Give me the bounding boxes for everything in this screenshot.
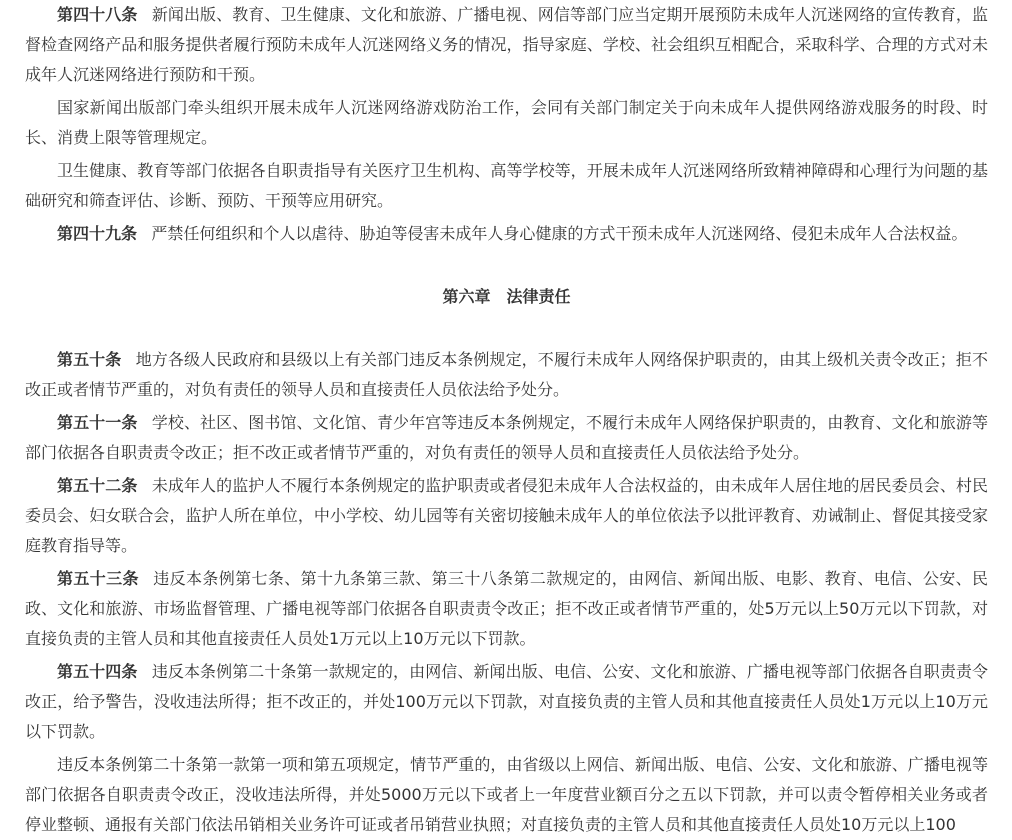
article-paragraph bbox=[25, 219, 988, 249]
article-number: 第五十一条 bbox=[57, 413, 138, 432]
article-number: 第五十条 bbox=[57, 350, 122, 369]
paragraph-text: 未成年人的监护人不履行本条例规定的监护职责或者侵犯未成年人合法权益的，由未成年人居住地的居民委员会、村民委员会、妇女联合会，监护人所在单位，中小学校、幼儿园等有关密切接触未成年人的单位依法予以批评教育、劝诫制止、督促其接受家庭教育指导等。 bbox=[25, 476, 988, 555]
article-number: 第五十二条 bbox=[57, 476, 138, 495]
chapter-heading: 第六章 法律责任 bbox=[442, 287, 571, 306]
article-number: 第四十八条 bbox=[57, 5, 138, 24]
paragraph-text: 违反本条例第七条、第十九条第三款、第三十八条第二款规定的，由网信、新闻出版、电影、教育、电信、公安、民政、文化和旅游、市场监督管理、广播电视等部门依据各自职责责令改正；拒不改正或者情节严重的，处5万元以上50万元以下罚款，对直接负责的主管人员和其他直接责任人员处1万元以上10万元以下罚款。 bbox=[25, 569, 988, 648]
article-number: 第四十九条 bbox=[57, 224, 138, 243]
article-paragraph bbox=[25, 0, 988, 90]
article-paragraph bbox=[25, 345, 988, 405]
paragraph-text: 地方各级人民政府和县级以上有关部门违反本条例规定，不履行未成年人网络保护职责的，由其上级机关责令改正；拒不改正或者情节严重的，对负有责任的领导人员和直接责任人员依法给予处分。 bbox=[25, 350, 988, 399]
article-number: 第五十四条 bbox=[57, 662, 138, 681]
article-number: 第五十三条 bbox=[57, 569, 139, 588]
paragraph-text: 严禁任何组织和个人以虐待、胁迫等侵害未成年人身心健康的方式干预未成年人沉迷网络、侵犯未成年人合法权益。 bbox=[151, 224, 968, 243]
paragraph-text: 违反本条例第二十条第一款规定的，由网信、新闻出版、电信、公安、文化和旅游、广播电视等部门依据各自职责责令改正，给予警告，没收违法所得；拒不改正的，并处100万元以下罚款，对直接负责的主管人员和其他直接责任人员处1万元以上10万元以下罚款。 bbox=[25, 662, 988, 741]
paragraph-text: 新闻出版、教育、卫生健康、文化和旅游、广播电视、网信等部门应当定期开展预防未成年人沉迷网络的宣传教育，监督检查网络产品和服务提供者履行预防未成年人沉迷网络义务的情况，指导家庭、学校、社会组织互相配合，采取科学、合理的方式对未成年人沉迷网络进行预防和干预。 bbox=[25, 5, 988, 84]
article-paragraph bbox=[25, 408, 988, 468]
body-paragraph bbox=[25, 750, 988, 840]
paragraph-text: 违反本条例第二十条第一款第一项和第五项规定，情节严重的，由省级以上网信、新闻出版、电信、公安、文化和旅游、广播电视等部门依据各自职责责令改正，没收违法所得，并处5000万元以下或者上一年度营业额百分之五以下罚款，并可以责令暂停相关业务或者停业整顿、通报有关部门依法吊销相关业务许可证或者吊销营业执照；对直接负责的主管人员和其他直接责任人员处10万元以上100 bbox=[25, 755, 988, 834]
body-paragraph bbox=[25, 93, 988, 153]
article-paragraph bbox=[25, 471, 988, 561]
article-paragraph bbox=[25, 657, 988, 747]
paragraph-text: 国家新闻出版部门牵头组织开展未成年人沉迷网络游戏防治工作，会同有关部门制定关于向未成年人提供网络游戏服务的时段、时长、消费上限等管理规定。 bbox=[25, 98, 988, 147]
body-paragraph bbox=[25, 156, 988, 216]
paragraph-text: 卫生健康、教育等部门依据各自职责指导有关医疗卫生机构、高等学校等，开展未成年人沉迷网络所致精神障碍和心理行为问题的基础研究和筛查评估、诊断、预防、干预等应用研究。 bbox=[25, 161, 988, 210]
article-paragraph bbox=[25, 564, 988, 654]
paragraph-text: 学校、社区、图书馆、文化馆、青少年宫等违反本条例规定，不履行未成年人网络保护职责的，由教育、文化和旅游等部门依据各自职责责令改正；拒不改正或者情节严重的，对负有责任的领导人员和直接责任人员依法给予处分。 bbox=[25, 413, 988, 462]
